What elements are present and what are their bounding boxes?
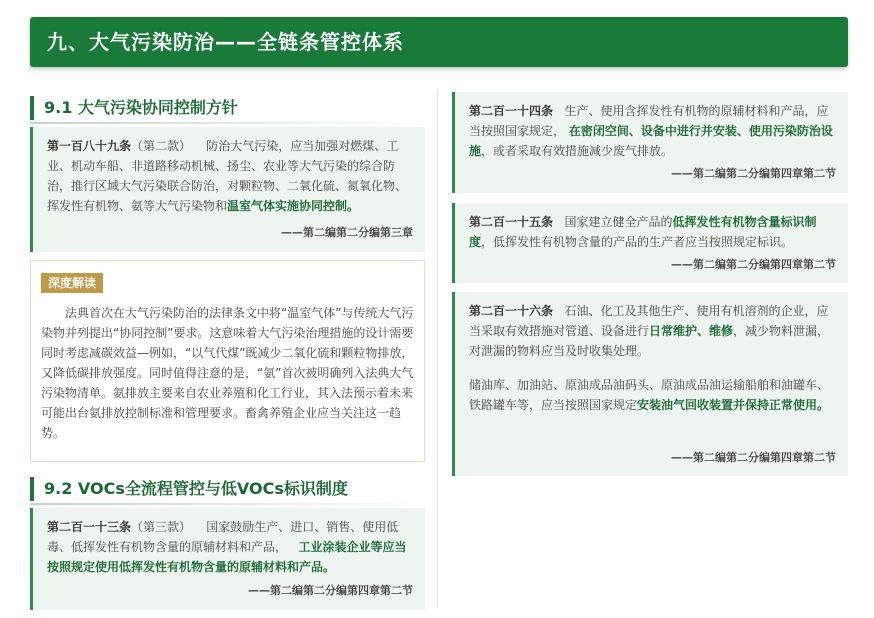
article-body: 防治大气污染，应当加强对燃煤、工业、机动车船、非道路移动机械、扬尘、农业等大气污染的综合防治，推行区域大气污染联合防治，对颗粒物、二氧化硫、氮氧化物、挥发性有机物、氨等大气污染物和 <box>47 139 408 213</box>
article-text <box>47 136 413 216</box>
article-source: ——第二编第二分编第四章第二节 <box>671 167 836 180</box>
section-heading-9-1: 9.1 大气污染协同控制方针 <box>30 96 238 120</box>
article-body: 石油、化工及其他生产、使用有机溶剂的企业，应当采取有效措施对管道、设备进行 <box>469 304 829 338</box>
article-source: ——第二编第二分编第四章第二节 <box>671 451 836 464</box>
article-highlight: 在密闭空间、设备中进行并安装、使用污染防治设施 <box>469 124 833 158</box>
article-card-213 <box>30 508 425 610</box>
interpretation-tag: 深度解读 <box>41 273 103 293</box>
section-heading-underline <box>30 503 425 505</box>
page-title-banner <box>30 17 848 67</box>
article-highlight: 工业涂装企业等应当按照规定使用低挥发性有机物含量的原辅材料和产品。 <box>47 540 407 574</box>
article-source: ——第二编第二分编第四章第二节 <box>671 258 836 271</box>
article-highlight: 低挥发性有机物含量标识制度 <box>469 215 817 249</box>
article-number: 第二百一十四条 <box>469 104 554 118</box>
article-number: 第二百一十六条 <box>469 304 554 318</box>
article-body: 国家鼓励生产、进口、销售、使用低毒、低挥发性有机物含量的原辅材料和产品， <box>47 520 399 554</box>
article-highlight: 温室气体实施协同控制。 <box>227 199 360 213</box>
article-card-214 <box>452 92 848 193</box>
article-text <box>47 517 413 577</box>
article-text <box>469 212 836 252</box>
article-source: ——第二编第二分编第三章 <box>281 226 413 239</box>
deep-interpretation-box <box>30 260 425 462</box>
article-body-tail: ，减少物料泄漏，对泄漏的物料应当及时收集处理。 <box>469 324 830 358</box>
article-source: ——第二编第二分编第四章第二节 <box>248 584 413 597</box>
article-clause: （第三款） <box>131 520 192 534</box>
page-title: 九、大气污染防治——全链条管控体系 <box>47 30 404 54</box>
article-highlight: 日常维护、维修 <box>649 324 734 338</box>
article-text <box>469 101 836 161</box>
article-clause: （第二款） <box>131 139 192 153</box>
article-highlight: 安装油气回收装置并保持正常使用。 <box>637 398 830 412</box>
article-card-216 <box>452 292 848 476</box>
article-body: 储油库、加油站、原油成品油码头、原油成品油运输船舶和油罐车、铁路罐车等，应当按照国家规定 <box>469 378 830 412</box>
article-body: 生产、使用含挥发性有机物的原辅材料和产品，应当按照国家规定， <box>469 104 829 138</box>
article-body-tail: ，低挥发性有机物含量的产品的生产者应当按照规定标识。 <box>481 235 794 249</box>
column-divider <box>437 92 438 608</box>
article-text-2 <box>469 375 836 415</box>
article-card-215 <box>452 203 848 283</box>
article-card-189 <box>30 127 425 252</box>
article-number: 第二百一十三条 <box>47 520 132 534</box>
interpretation-text: 法典首次在大气污染防治的法律条文中将“温室气体”与传统大气污染物并列提出“协同控制”要求。这意味着大气污染治理措施的设计需要同时考虑减碳效益—例如，“以气代煤”既减少二氧化硫和颗粒物排放，又降低碳排放强度。同时值得注意的是，“氨”首次被明确列入法典大气污染物清单。氨排放主要来自农业养殖和化工行业，其入法预示着未来可能出台氨排放控制标准和管理要求。畜禽养殖企业应当关注这一趋势。 <box>41 306 414 440</box>
article-body: 国家建立健全产品的 <box>564 215 673 229</box>
section-heading-9-2: 9.2 VOCs全流程管控与低VOCs标识制度 <box>30 477 348 501</box>
section-heading-underline <box>30 122 425 124</box>
article-number: 第二百一十五条 <box>469 215 554 229</box>
article-text-1 <box>469 301 836 361</box>
article-number: 第一百八十九条 <box>47 139 132 153</box>
article-body-tail: ，或者采取有效措施减少废气排放。 <box>481 144 674 158</box>
